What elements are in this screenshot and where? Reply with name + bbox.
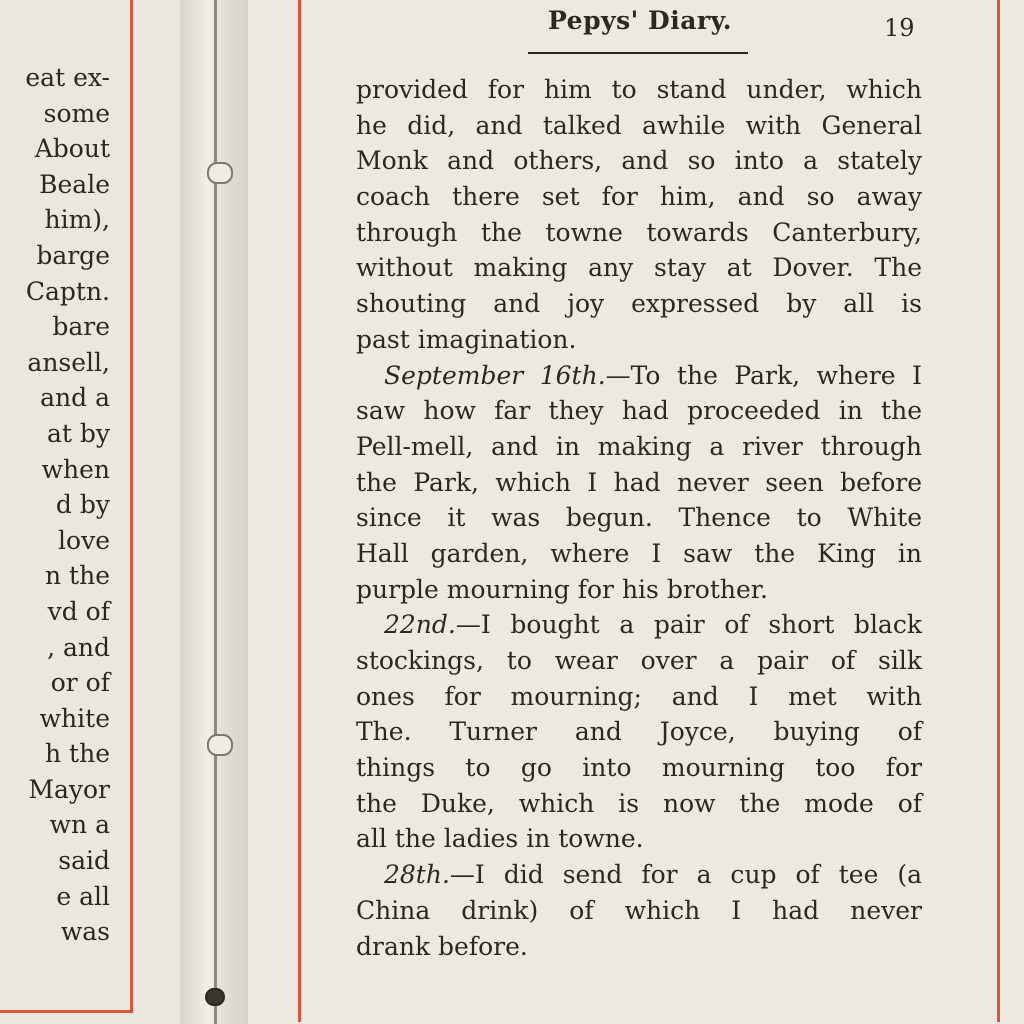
left-line: Captn.: [25, 276, 110, 306]
left-line: , and: [47, 632, 110, 662]
left-line: d by: [55, 490, 110, 520]
text-line: saw how far they had proceeded in the: [356, 396, 922, 426]
text-line: Hall garden, where I saw the King in: [356, 538, 922, 568]
left-page: [0, 0, 200, 1024]
entry-text: —I did send for a cup of tee (a: [449, 860, 922, 890]
text-line: stockings, to wear over a pair of silk: [356, 646, 922, 675]
entry-text: —I bought a pair of short black: [455, 610, 922, 640]
entry-line: [356, 358, 922, 394]
left-line: at by: [46, 418, 110, 448]
text-line: The. Turner and Joyce, buying of: [356, 717, 922, 747]
text-line: all the ladies in towne.: [356, 824, 644, 854]
text-line: provided for him to stand under, which: [356, 75, 922, 104]
left-line: when: [41, 454, 110, 484]
left-line: wn a: [49, 810, 110, 840]
left-line: Beale: [39, 169, 110, 199]
text-line: past imagination.: [356, 324, 577, 354]
left-line: love: [58, 525, 110, 555]
running-head: Pepys' Diary.: [548, 6, 732, 35]
left-line: barge: [36, 240, 110, 270]
text-line: through the towne towards Canterbury,: [356, 217, 922, 247]
left-page-text: [0, 60, 110, 950]
page-number: 19: [884, 14, 915, 42]
text-line: Pell-mell, and in making a river through: [356, 431, 922, 461]
left-line: ansell,: [27, 347, 110, 377]
stitch-knot: [205, 988, 225, 1006]
entry-line: [356, 607, 922, 643]
left-line: said: [58, 846, 110, 876]
left-line: and a: [40, 383, 110, 413]
left-line: n the: [45, 561, 110, 591]
stitch-hole: [207, 162, 233, 184]
left-line: white: [39, 703, 110, 733]
text-line: the Park, which I had never seen before: [356, 467, 922, 497]
running-head-rule: [528, 52, 748, 54]
entry-date: September 16th.: [384, 360, 606, 390]
stitch-hole: [207, 734, 233, 756]
text-line: China drink) of which I had never: [356, 895, 922, 925]
left-line: vd of: [47, 596, 110, 626]
left-line: e all: [56, 881, 110, 911]
left-line: him),: [44, 205, 110, 235]
entry-text: —To the Park, where I: [605, 360, 922, 390]
text-line: drank before.: [356, 931, 528, 961]
text-line: Monk and others, and so into a stately: [356, 146, 922, 176]
text-line: the Duke, which is now the mode of: [356, 788, 922, 818]
left-line: h the: [45, 739, 110, 769]
left-line: or of: [50, 668, 110, 698]
text-line: purple mourning for his brother.: [356, 574, 768, 604]
text-line: without making any stay at Dover. The: [356, 253, 922, 283]
left-line: bare: [52, 312, 110, 342]
text-line: things to go into mourning too for: [356, 753, 922, 783]
entry-line: [356, 857, 922, 893]
left-line: some: [43, 98, 110, 128]
text-line: ones for mourning; and I met with: [356, 681, 922, 711]
left-line: was: [60, 917, 110, 947]
left-line: Mayor: [28, 774, 110, 804]
text-line: shouting and joy expressed by all is: [356, 289, 922, 319]
left-line: eat ex-: [25, 63, 110, 92]
diary-text: [356, 72, 922, 964]
entry-date: 22nd.: [384, 610, 456, 640]
left-line: About: [34, 134, 110, 164]
text-line: since it was begun. Thence to White: [356, 503, 922, 533]
text-line: he did, and talked awhile with General: [356, 110, 922, 140]
binding-thread: [214, 0, 217, 1024]
entry-date: 28th.: [384, 860, 450, 890]
text-line: coach there set for him, and so away: [356, 182, 922, 212]
